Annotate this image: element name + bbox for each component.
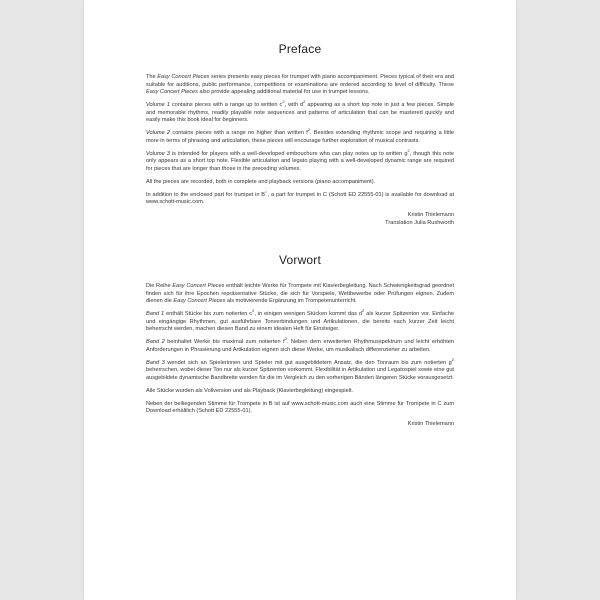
preface-paragraph-intro: The Easy Concert Pieces series presents easy pieces for trumpet with piano accompaniment. Pieces typical of their era and suitable for auditions, public performance, competitions or examinations are ordered according to level of difficulty. These Easy Concert Pieces also provide appealing additional material for use in trumpet lessons.: [146, 74, 454, 95]
preface-translator: Translation Julia Rushworth: [385, 219, 454, 226]
preface-signature: [146, 212, 454, 227]
vorwort-paragraph-intro: Die Reihe Easy Concert Pieces enthält leichte Werke für Trompete mit Klavierbegleitung. Nach Schwierigkeitsgrad geordnet finden sich für ihre Epochen repräsentative Stücke, die sich für Vorspiele, Wettbewerbe oder Prüfungen eignen. Zudem dienen die Easy Concert Pieces als motivierende Ergänzung im Trompetenunterricht.: [146, 283, 455, 304]
vorwort-paragraph-recordings: Alle Stücke wurden als Vollversion und als Playback (Klavierbegleitung) eingespielt.: [146, 387, 354, 394]
document-page: [84, 0, 516, 600]
page-content: [146, 42, 454, 429]
preface-author: Kristin Thielemann: [407, 212, 454, 218]
preface-paragraph-download: In addition to the enclosed part for trumpet in B♭, a part for trumpet in C (Schott ED 22555-01) is available for download at www.schott-music.com.: [146, 188, 455, 205]
vorwort-paragraph-band-1: Band 1 enthält Stücke bis zum notierten $c^2$, in einigen wenigen Stücken kommt das $d^2$ als kurzer Spitzenton vor. Einfache und eingängige Rhythmen, gut ausführbare Tonverbindungen und Artikulationen, die bereits nach kurzer Zeit leicht beherrscht werden, machen diesen Band zu einem idealen Heft für Einsteiger.: [146, 308, 454, 332]
preface-title: Preface: [278, 42, 322, 56]
preface-paragraph-recordings: All the pieces are recorded, both in complete and playback versions (piano accompaniment).: [146, 178, 376, 185]
vorwort-section: [146, 253, 454, 429]
preface-paragraph-volume-1: Volume 1 contains pieces with a range up to written $c^2$, with $d^2$ appearing as a short top note in just a few pieces. Simple and memorable rhythms, readily playable note sequences and patterns of articulation that can be mastered quickly and easily make this book ideal for beginners.: [146, 99, 454, 123]
vorwort-paragraph-band-2: Band 2 beinhaltet Werke bis maximal zum notierten $f^2$. Neben dem erweiterten Rhythmusspektrum und leicht erhöhten Anforderungen in Phrasierung und Artikulation eignen sich diese Werke, um musikalisch differenzierter zu arbeiten.: [146, 336, 454, 353]
preface-paragraph-volume-3: Volume 3 is intended for players with a well-developed embouchure who can play notes up to written $g^2$, though this note only appears as a short top note. Flexible articulation and legato playing with a well-developed dynamic range are required for pieces that are longer than those in the preceding volumes.: [146, 147, 454, 172]
vorwort-title: Vorwort: [278, 253, 322, 267]
vorwort-author: Kristin Thielemann: [407, 421, 454, 427]
preface-section: [146, 42, 454, 227]
vorwort-paragraph-band-3: Band 3 wendet sich an Spielerinnen und Spieler mit gut ausgebildetem Ansatz, die den Tonraum bis zum notierten $g^2$ beherrschen, wobei dieser Ton nur als kurzer Spitzenton vorkommt. Flexibilität in Artikulation und Legatospiel sowie eine gut ausgebildete dynamische Bandbreite werden für die im Vergleich zu den vorherigen Bänden längeren Stücke vorausgesetzt.: [146, 356, 454, 381]
preface-paragraph-volume-2: Volume 2 contains pieces with a range no higher than written $f^2$. Besides extending rhythmic scope and requiring a little more in terms of phrasing and articulation, these pieces will encourage further exploration of musical contrasts.: [146, 127, 454, 144]
vorwort-paragraph-download: Neben der beiliegenden Stimme für Trompete in B ist auf www.schott-music.com auch eine Stimme für Trompete in C zum Download erhältlich (Schott ED 22555-01).: [146, 400, 454, 414]
